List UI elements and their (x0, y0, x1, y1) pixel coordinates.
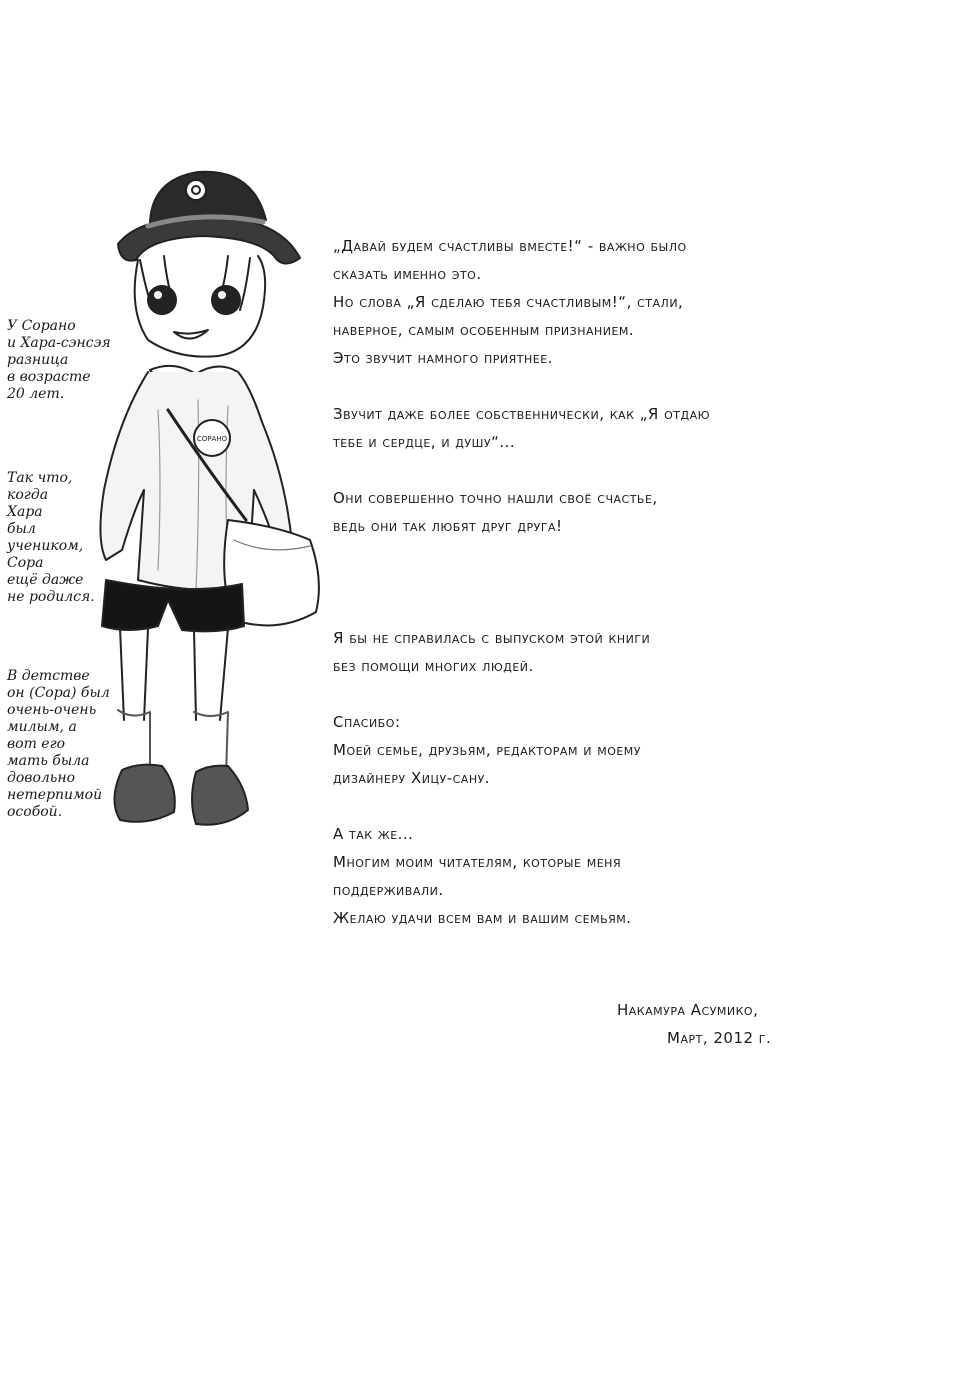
side-note-line: особой. (7, 804, 63, 820)
side-note-line: разница (7, 352, 69, 368)
text-line: Моей семье, друзьям, редакторам и моему (333, 741, 641, 759)
child-illustration (78, 160, 338, 840)
side-note-line: ещё даже (7, 572, 84, 588)
badge-label: СОРАНО (196, 435, 228, 443)
signature-date: Март, 2012 г. (667, 1029, 772, 1047)
text-line: поддерживали. (333, 881, 444, 899)
side-note-line: и Хара-сэнсэя (7, 335, 111, 351)
side-note-line: довольно (7, 770, 76, 786)
text-line: наверное, самым особенным признанием. (333, 321, 635, 339)
text-line: без помощи многих людей. (333, 657, 534, 675)
text-line: Это звучит намного приятнее. (333, 349, 553, 367)
side-note-line: Сора (7, 555, 44, 571)
side-note-line: он (Сора) был (7, 685, 110, 701)
text-line: Они совершенно точно нашли своё счастье, (333, 489, 658, 507)
side-note-line: когда (7, 487, 49, 503)
side-note-line: 20 лет. (7, 386, 65, 402)
side-note-line: очень-очень (7, 702, 97, 718)
side-note-line: нетерпимой (7, 787, 103, 803)
side-note-line: милым, а (7, 719, 77, 735)
text-line: А так же... (333, 825, 414, 843)
side-note-line: Хара (7, 504, 43, 520)
text-line: Многим моим читателям, которые меня (333, 853, 622, 871)
side-note-line: У Сорано (7, 318, 76, 334)
text-line: „Давай будем счастливы вместе!“ - важно было (333, 237, 687, 255)
side-note-line: мать была (7, 753, 90, 769)
side-note-line: был (7, 521, 36, 537)
author-signature: Накамура Асумико, (617, 1001, 759, 1019)
side-note-line: Так что, (7, 470, 73, 486)
side-note-line: учеником, (7, 538, 84, 554)
text-line: ведь они так любят друг друга! (333, 517, 563, 535)
text-line: Спасибо: (333, 713, 401, 731)
text-line: Желаю удачи всем вам и вашим семьям. (333, 909, 632, 927)
side-note-line: не родился. (7, 589, 95, 605)
text-line: Но слова „Я сделаю тебя счастливым!“, стали, (333, 293, 684, 311)
text-line: Я бы не справилась с выпуском этой книги (333, 629, 651, 647)
side-note-line: в возрасте (7, 369, 91, 385)
text-line: дизайнеру Хицу-сану. (333, 769, 491, 787)
text-line: тебе и сердце, и душу“... (333, 433, 516, 451)
side-note-line: В детстве (7, 668, 90, 684)
afterword-text (333, 232, 833, 932)
text-line: сказать именно это. (333, 265, 482, 283)
side-note-line: вот его (7, 736, 66, 752)
text-line: Звучит даже более собственнически, как „Я отдаю (333, 405, 710, 423)
